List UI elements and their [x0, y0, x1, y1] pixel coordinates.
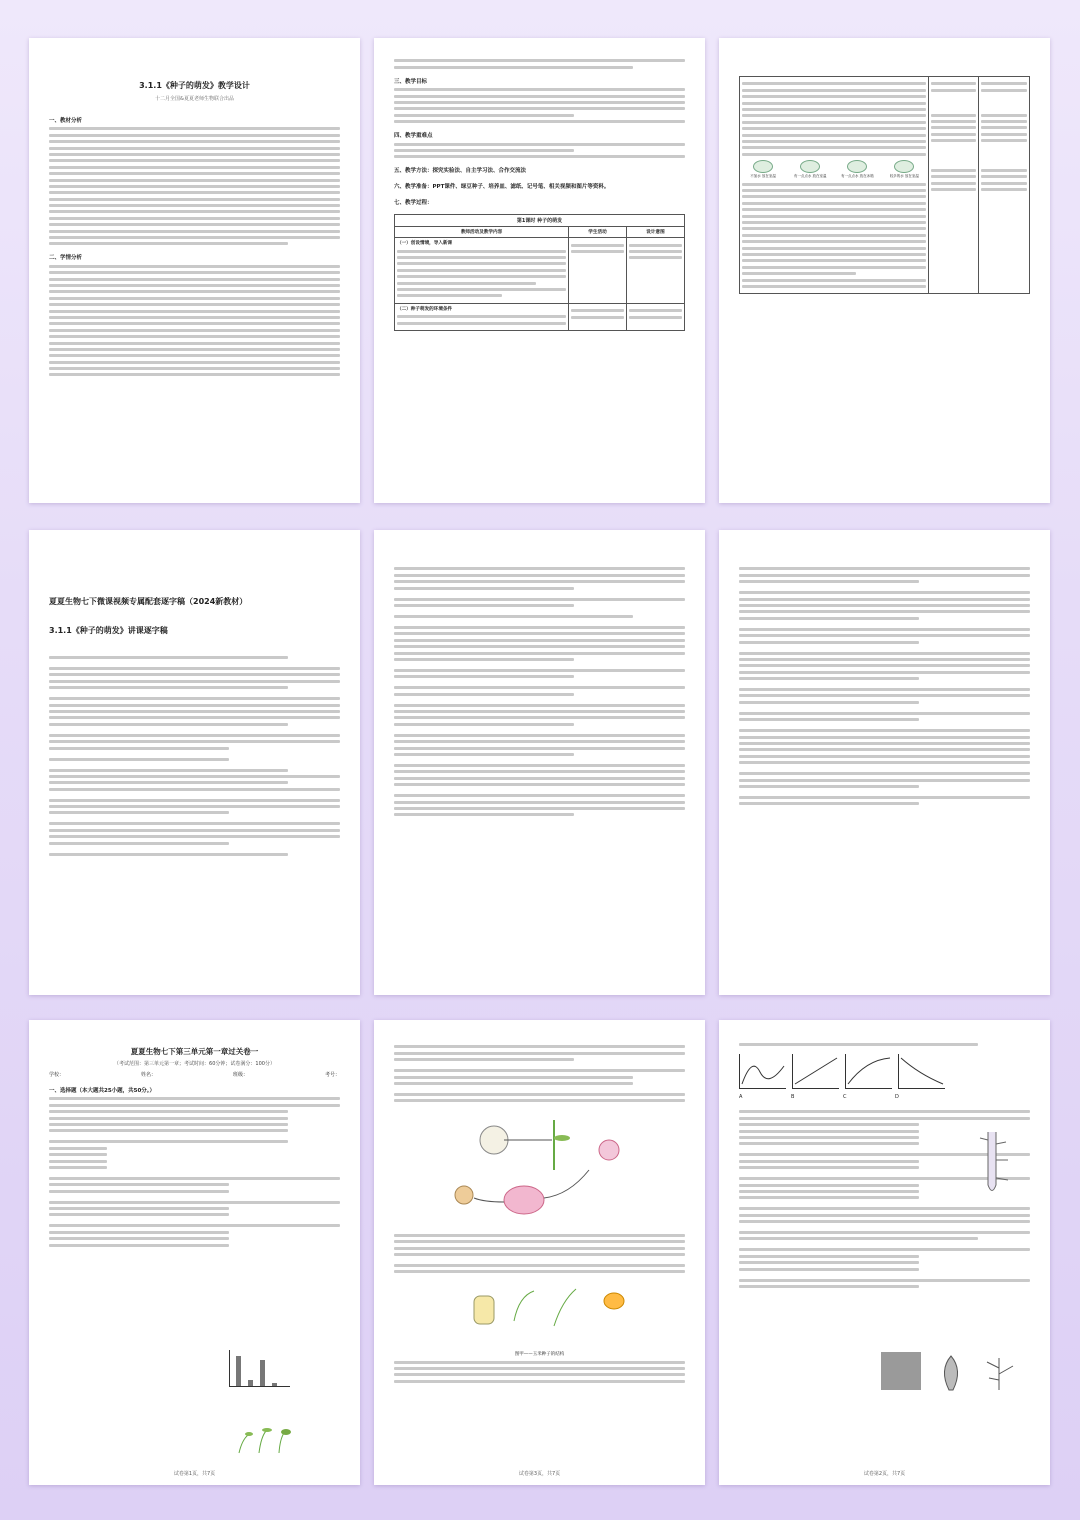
- table-header: 教师活动及教学内容: [395, 227, 569, 238]
- table-cell: [569, 303, 627, 330]
- question: [394, 1045, 685, 1061]
- field-school: 学校：: [49, 1072, 65, 1078]
- petri-dish-icon: [753, 160, 773, 173]
- text-block: [49, 734, 340, 750]
- seedling-icon: [234, 1425, 294, 1455]
- text-block: [394, 704, 685, 726]
- section-heading: 一、选择题（本大题共25小题，共50分。）: [49, 1088, 156, 1094]
- exam-subtitle: （考试范围：第三单元第一章；考试时间：60分钟；试卷满分：100分）: [114, 1061, 275, 1067]
- chart-letter: D: [895, 1094, 899, 1101]
- text-block: [394, 567, 685, 589]
- dish-label: 不加水 放在室温: [750, 173, 776, 178]
- page-lesson-plan-2: [374, 38, 705, 503]
- text-block: [394, 59, 685, 68]
- section-heading: 一、教材分析: [49, 118, 83, 124]
- question: [394, 1093, 685, 1102]
- section-heading: 六、教学准备：PPT课件、绿豆种子、培养皿、滤纸、记号笔、相关视频和图片等资料。: [394, 184, 610, 191]
- text-block: [394, 686, 685, 695]
- field-name: 姓名：: [140, 1072, 156, 1078]
- mini-chart: [845, 1054, 892, 1089]
- question: [49, 1140, 340, 1169]
- text-block: [739, 688, 1030, 704]
- mini-chart: [792, 1054, 839, 1089]
- table-cell: [395, 303, 569, 330]
- mini-chart: [898, 1054, 945, 1089]
- page-lesson-plan-3: [719, 38, 1050, 503]
- text-block: [739, 772, 1030, 788]
- page-exam-1: [29, 1020, 360, 1485]
- chart-letter: B: [791, 1094, 795, 1101]
- table-cell: [627, 238, 685, 304]
- question: [394, 1234, 685, 1256]
- transcript-title: 夏夏生物七下微课视频专属配套逐字稿（2024新教材）: [49, 597, 248, 606]
- text-block: [739, 796, 1030, 805]
- question: [394, 1069, 685, 1085]
- lesson-table: [394, 214, 685, 331]
- question: [739, 1043, 1030, 1046]
- text-block: [739, 628, 1030, 644]
- question: [49, 1201, 340, 1217]
- text-block: [49, 799, 340, 815]
- question: [394, 1361, 685, 1383]
- doc-subtitle: 十二月全国&夏夏老师生物联合出品: [155, 96, 234, 102]
- field-class: 班级：: [232, 1072, 248, 1078]
- page-footer: 试卷第1页，共7页: [173, 1471, 216, 1477]
- chart-letter: C: [843, 1094, 847, 1101]
- row-heading: （一）创设情境，导入新课: [397, 241, 453, 247]
- text-block: [739, 712, 1030, 721]
- bar-figure: [229, 1350, 290, 1387]
- table-cell: [979, 77, 1030, 294]
- transcript-subtitle: 3.1.1《种子的萌发》讲课逐字稿: [49, 626, 168, 635]
- text-block: [739, 652, 1030, 681]
- text-block: [394, 734, 685, 756]
- table-header: 学生活动: [569, 227, 627, 238]
- table-cell: [569, 238, 627, 304]
- text-block: [394, 764, 685, 786]
- table-cell: [740, 77, 929, 294]
- text-block: [739, 729, 1030, 764]
- text-block: [394, 626, 685, 661]
- section-heading: 四、教学重难点: [394, 133, 433, 140]
- page-lesson-plan-1: [29, 38, 360, 503]
- chart-letter: A: [739, 1094, 743, 1101]
- page-exam-3: [719, 1020, 1050, 1485]
- text-block: [49, 769, 340, 791]
- plant-photos-figure: [879, 1350, 1029, 1395]
- lesson-table: [739, 76, 1030, 294]
- figure-caption: 图甲——玉米种子的结构: [514, 1352, 565, 1358]
- page-transcript-2: [374, 530, 705, 995]
- text-block: [394, 598, 685, 607]
- page-transcript-3: [719, 530, 1050, 995]
- question: [394, 1264, 685, 1273]
- text-block: [49, 667, 340, 689]
- text-block: [394, 669, 685, 678]
- dish-figure: [742, 160, 926, 179]
- question: [739, 1231, 1030, 1240]
- plant-lifecycle-figure: [394, 1110, 684, 1230]
- dish-label: 有一点点水 放在冰箱: [840, 173, 874, 178]
- text-block: [49, 265, 340, 377]
- text-block: [49, 853, 340, 856]
- table-cell: [395, 238, 569, 304]
- text-block: [739, 567, 1030, 583]
- corn-seed-figure: [394, 1281, 684, 1351]
- petri-dish-icon: [894, 160, 914, 173]
- doc-title: 3.1.1《种子的萌发》教学设计: [139, 81, 250, 90]
- text-block: [49, 822, 340, 844]
- table-cell: [928, 77, 979, 294]
- petri-dish-icon: [847, 160, 867, 173]
- page-transcript-1: [29, 530, 360, 995]
- mini-chart: [739, 1054, 786, 1089]
- text-block: [394, 615, 685, 618]
- section-heading: 五、教学方法：探究实验法、自主学习法、合作交流法: [394, 168, 527, 175]
- text-block: [394, 88, 685, 123]
- field-id: 考号：: [324, 1072, 340, 1078]
- question: [49, 1177, 340, 1193]
- question: [739, 1248, 1030, 1270]
- page-exam-2: [374, 1020, 705, 1485]
- growth-charts: [739, 1054, 1030, 1100]
- section-heading: 二、学情分析: [49, 255, 83, 262]
- section-heading: 七、教学过程：: [394, 200, 433, 207]
- text-block: [394, 794, 685, 816]
- page-footer: 试卷第2页，共7页: [863, 1471, 906, 1477]
- dish-label: 较多的水 放在室温: [889, 173, 919, 178]
- page-footer: 试卷第3页，共7页: [518, 1471, 561, 1477]
- petri-dish-icon: [800, 160, 820, 173]
- text-block: [49, 758, 340, 761]
- table-cell: [627, 303, 685, 330]
- text-block: [739, 591, 1030, 620]
- question: [739, 1279, 1030, 1288]
- question: [49, 1224, 340, 1246]
- row-heading: （二）种子萌发的环境条件: [397, 306, 453, 312]
- table-caption: 第1课时 种子的萌发: [395, 215, 685, 227]
- question: [49, 1097, 340, 1132]
- text-block: [49, 656, 340, 659]
- text-block: [49, 127, 340, 245]
- exam-title: 夏夏生物七下第三单元第一章过关卷一: [130, 1047, 259, 1056]
- student-info-fields: [49, 1071, 340, 1078]
- root-tip-figure: [974, 1130, 1019, 1200]
- table-header: 设计意图: [627, 227, 685, 238]
- question: [739, 1207, 1030, 1223]
- text-block: [394, 143, 685, 159]
- dish-label: 有一点点水 放在室温: [793, 173, 827, 178]
- text-block: [49, 697, 340, 726]
- section-heading: 三、教学目标: [394, 78, 428, 85]
